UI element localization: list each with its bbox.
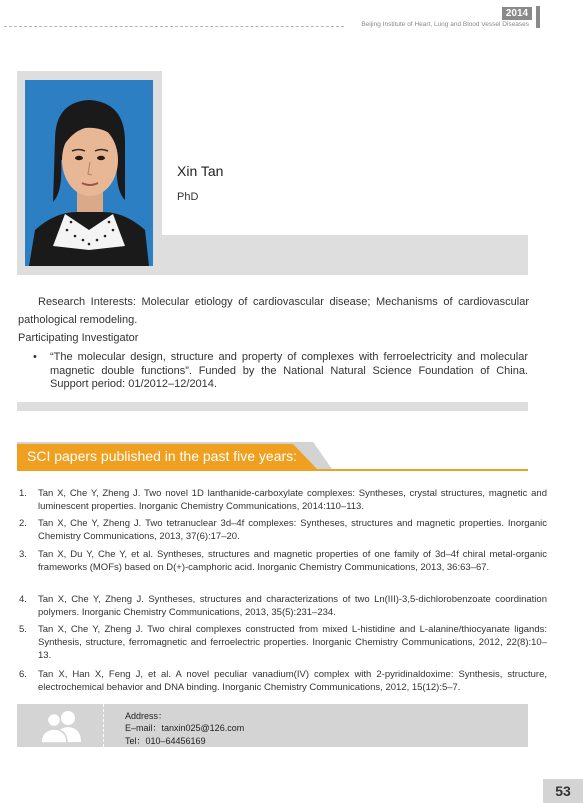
list-item-number: 5. bbox=[19, 624, 27, 635]
list-item-number: 2. bbox=[19, 518, 27, 529]
profile-bottom-bar bbox=[17, 402, 528, 411]
list-item-text: Tan X, Che Y, Zheng J. Two novel 1D lanthanide-carboxylate complexes: Syntheses, crystal structures, magnetic and luminescent properties. Inorganic Chemistry Communications, 2014:110–113. bbox=[38, 488, 547, 512]
list-item-text: Tan X, Che Y, Zheng J. Syntheses, structures and characterizations of two Ln(III)-3,5-dichlorobenzoate coordination polymers. Inorganic Chemistry Communications, 2013, 35(5):231–234. bbox=[38, 594, 547, 618]
address-label: Address： bbox=[125, 711, 168, 721]
list-item-text: Tan X, Du Y, Che Y, et al. Syntheses, structures and magnetic properties of one family of 3d–4f chiral metal-organic frameworks (MOFs) based on D(+)-camphoric acid. Inorganic Chemistry Communications, 2013, 36:63–67. bbox=[38, 549, 547, 573]
person-degree: PhD bbox=[177, 191, 199, 203]
bullet-icon: • bbox=[33, 351, 37, 363]
person-name: Xin Tan bbox=[177, 163, 224, 179]
tel-text: Tel：010–64456169 bbox=[125, 736, 206, 746]
role-label: Participating Investigator bbox=[18, 332, 139, 344]
list-item-text: Tan X, Che Y, Zheng J. Two chiral complexes constructed from mixed L-histidine and L-alanine/thiocyanate ligands: Synthesis, structure, ferromagnetic and ferroelectric properties. Inorganic Chemistry Communications, 2012, 22(8):10–13. bbox=[38, 624, 547, 661]
users-icon bbox=[38, 708, 86, 749]
section-title: SCI papers published in the past five years: bbox=[27, 448, 298, 464]
header-accent-bar bbox=[536, 6, 540, 28]
year-badge: 2014 bbox=[502, 7, 532, 20]
list-item-number: 6. bbox=[19, 669, 27, 680]
list-item-number: 1. bbox=[19, 488, 27, 499]
institute-name: Beijing Institute of Heart, Lung and Blood Vessel Diseases bbox=[361, 21, 529, 28]
funding-text: “The molecular design, structure and property of complexes with ferroelectricity and molecular magnetic double functions”. Funded by the National Natural Science Foundation of China. Support period: 01/2012–12/2014. bbox=[50, 351, 528, 390]
email-text: E–mail：tanxin025@126.com bbox=[125, 723, 245, 733]
list-item-text: Tan X, Che Y, Zheng J. Two tetranuclear 3d–4f complexes: Syntheses, structures and magnetic properties. Inorganic Chemistry Communications, 2013, 37(6):17–20. bbox=[38, 518, 547, 542]
list-item-number: 4. bbox=[19, 594, 27, 605]
section-rule bbox=[17, 469, 528, 471]
list-item-number: 3. bbox=[19, 549, 27, 560]
header-dashed-divider bbox=[4, 26, 344, 27]
page-number: 53 bbox=[555, 783, 571, 799]
profile-photo bbox=[25, 80, 153, 266]
contact-panel bbox=[17, 704, 528, 747]
research-interests: Research Interests: Molecular etiology of cardiovascular disease; Mechanisms of cardiovascular pathological remodeling. bbox=[18, 296, 529, 326]
list-item-text: Tan X, Han X, Feng J, et al. A novel peculiar vanadium(IV) complex with 2-pyridinaldoxime: Synthesis, structure, electrochemical behavior and DNA binding. Inorganic Chemistry Communications, 2012, 15(12):5–7. bbox=[38, 669, 547, 693]
contact-divider bbox=[103, 704, 105, 747]
